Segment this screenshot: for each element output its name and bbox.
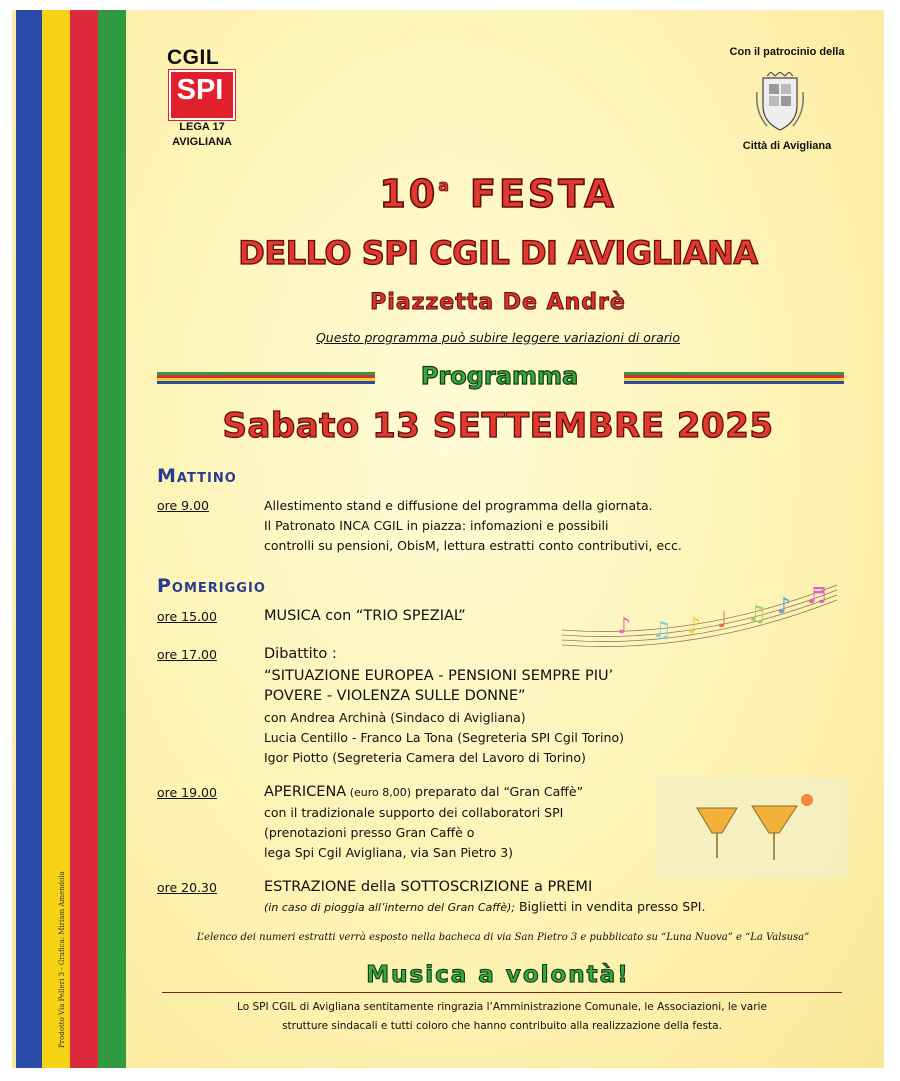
coat-of-arms-icon [753,72,807,134]
edition-number: 10 [379,172,439,216]
guest-line: con Andrea Archinà (Sindaco di Avigliana) [264,710,526,725]
section-morning: Mattino [157,465,237,487]
event-2-topic-line: POVERE - VIOLENZA SULLE DONNE” [264,688,526,704]
event-2-guests [264,708,624,768]
time-event-4: ore 20.30 [157,880,217,895]
event-3-lead: APERICENA [264,784,347,800]
event-4-tickets: Biglietti in vendita presso SPI. [515,899,706,914]
event-4-detail [264,897,705,918]
stripe-blue [16,10,44,1068]
divider-left [157,372,375,384]
poster [12,10,884,1068]
event-3-line: con il tradizionale supporto dei collaboratori SPI [264,805,564,820]
event-venue: Piazzetta De Andrè [370,290,626,315]
patronage-city: Città di Avigliana [742,140,832,152]
thanks-line: strutture sindacali e tutti coloro che hanno contribuito alla realizzazione della festa. [282,1020,722,1032]
event-3 [264,782,583,863]
section-afternoon: Pomeriggio [157,575,266,597]
morning-line: Il Patronato INCA CGIL in piazza: infomazioni e possibili [264,518,609,533]
event-2-lead: Dibattito : [264,646,337,662]
guest-line: Lucia Centillo - Franco La Tona (Segreteria SPI Cgil Torino) [264,730,624,745]
divider-line [162,992,842,993]
music-notes-icon [557,575,847,650]
edition-suffix: a [438,176,452,195]
divider-right [624,372,844,384]
event-3-caterer: preparato dal “Gran Caffè” [411,784,584,799]
event-3-price: (euro 8,00) [346,786,412,799]
event-1-band: “TRIO SPEZIAL” [351,608,466,624]
event-3-headline [264,782,583,803]
morning-description [264,496,682,556]
program-label: Programma [420,362,579,390]
thanks-text [162,998,842,1036]
guest-line: Igor Piotto (Segreteria Camera del Lavoro di Torino) [264,750,586,765]
event-word: FESTA [470,172,617,216]
event-3-line: lega Spi Cgil Avigliana, via San Pietro 3) [264,845,514,860]
time-event-2: ore 17.00 [157,647,217,662]
event-1-lead: MUSICA con [264,608,352,624]
logo-lega [167,120,237,150]
svg-text:♩: ♩ [717,608,728,633]
event-4-lead: ESTRAZIONE della SOTTOSCRIZIONE a PREMI [264,879,593,895]
stripe-green [98,10,126,1068]
event-4 [264,877,705,918]
event-3-line: (prenotazioni presso Gran Caffè o [264,825,475,840]
svg-text:♬: ♬ [807,584,827,609]
lega-number: LEGA 17 [179,121,225,133]
spi-logo-text: SPI [176,74,224,106]
event-2-topic-line: “SITUAZIONE EUROPEA - PENSIONI SEMPRE PIU’ [264,668,614,684]
event-2-topic [264,666,613,706]
morning-line: controlli su pensioni, ObisM, lettura estratti conto contributivi, ecc. [264,538,682,553]
stripe-red [70,10,98,1068]
svg-text:♫: ♫ [652,618,672,643]
svg-text:♪: ♪ [617,614,632,639]
cocktail-glasses-icon [657,778,847,878]
closing-slogan: Musica a volontà! [366,962,630,988]
svg-text:♪: ♪ [777,594,792,619]
svg-text:♫: ♫ [747,602,767,627]
lega-place: AVIGLIANA [172,136,232,148]
thanks-line: Lo SPI CGIL di Avigliana sentitamente ringrazia l’Amministrazione Comunale, le Associazioni, le varie [237,1001,767,1013]
event-4-rain-note: (in caso di pioggia all’interno del Gran Caffè); [264,901,515,914]
patronage-title: Con il patrocinio della [729,46,845,58]
event-title [112,172,884,216]
schedule-disclaimer: Questo programma può subire leggere variazioni di orario [315,330,681,345]
time-morning: ore 9.00 [157,498,210,513]
side-credit: Prodotto Via Pelleri 3 - Grafica: Miriam Amendola [58,871,66,1048]
morning-line: Allestimento stand e diffusione del programma della giornata. [264,498,653,513]
logo-cgil-text: CGIL [167,46,220,69]
footnote: L’elenco dei numeri estratti verrà esposto nella bacheca di via San Pietro 3 e pubblicato su “Luna Nuova” e “La Valsusa” [196,932,810,943]
time-event-3: ore 19.00 [157,785,217,800]
svg-text:♪: ♪ [687,614,702,639]
time-event-1: ore 15.00 [157,609,217,624]
event-date: Sabato 13 SETTEMBRE 2025 [222,406,774,446]
event-subtitle: DELLO SPI CGIL DI AVIGLIANA [238,234,758,272]
event-1 [264,606,466,626]
